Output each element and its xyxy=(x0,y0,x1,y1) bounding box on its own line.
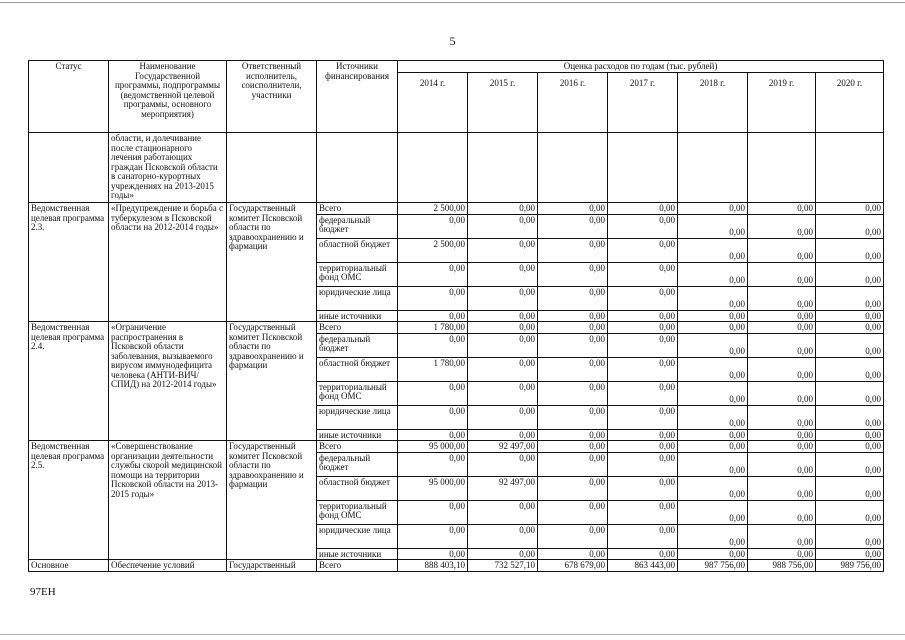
expenditure-value: 0,00 xyxy=(608,548,678,560)
expenditure-value: 0,00 xyxy=(748,286,816,310)
expenditure-value: 0,00 xyxy=(468,322,538,334)
funding-source: иные источники xyxy=(317,310,398,322)
header-sources: Источники финансирования xyxy=(317,61,398,133)
expenditure-value: 0,00 xyxy=(608,381,678,405)
expenditure-value: 0,00 xyxy=(816,524,884,548)
expenditure-value: 988 756,00 xyxy=(748,560,816,572)
expenditure-value: 0,00 xyxy=(816,476,884,500)
program-status: Ведомственная целевая программа 2.4. xyxy=(29,322,109,441)
expenditure-value: 0,00 xyxy=(816,381,884,405)
header-year: 2014 г. xyxy=(398,73,468,133)
expenditure-value: 0,00 xyxy=(748,476,816,500)
expenditure-value: 0,00 xyxy=(748,214,816,238)
expenditure-value: 0,00 xyxy=(678,310,748,322)
expenditure-value: 0,00 xyxy=(678,357,748,381)
header-year: 2017 г. xyxy=(608,73,678,133)
expenditure-value: 0,00 xyxy=(678,286,748,310)
expenditure-value: 0,00 xyxy=(816,310,884,322)
expenditure-value: 0,00 xyxy=(398,381,468,405)
expenditure-value: 1 780,00 xyxy=(398,357,468,381)
expenditure-value: 0,00 xyxy=(538,310,608,322)
header-year: 2019 г. xyxy=(748,73,816,133)
expenditure-value: 0,00 xyxy=(748,452,816,476)
expenditure-value: 987 756,00 xyxy=(678,560,748,572)
header-program-name: Наименование Государственной программы, подпрограммы (ведомственной целевой программы, основного мероприятия) xyxy=(109,61,227,133)
expenditure-value: 0,00 xyxy=(398,429,468,441)
expenditure-value: 0,00 xyxy=(538,286,608,310)
expenditure-value: 888 403,10 xyxy=(398,560,468,572)
expenditure-value: 0,00 xyxy=(748,429,816,441)
funding-source: иные источники xyxy=(317,429,398,441)
expenditure-value: 0,00 xyxy=(748,441,816,453)
expenditure-value: 0,00 xyxy=(468,357,538,381)
expenditure-value: 0,00 xyxy=(816,429,884,441)
expenditure-value: 0,00 xyxy=(538,429,608,441)
funding-source: областной бюджет xyxy=(317,476,398,500)
header-status: Статус xyxy=(29,61,109,133)
program-responsible: Государственный комитет Псковской области по здравоохранению и фармации xyxy=(227,203,317,322)
expenditure-value: 863 443,00 xyxy=(608,560,678,572)
expenditure-value: 0,00 xyxy=(748,405,816,429)
expenditure-value: 0,00 xyxy=(608,322,678,334)
expenditure-value: 0,00 xyxy=(538,476,608,500)
expenditure-value: 0,00 xyxy=(468,203,538,215)
scan-bottom-edge xyxy=(0,634,905,635)
expenditure-value: 0,00 xyxy=(468,310,538,322)
expenditure-value: 0,00 xyxy=(608,357,678,381)
header-year: 2020 г. xyxy=(816,73,884,133)
funding-source: федеральный бюджет xyxy=(317,214,398,238)
expenditure-value: 0,00 xyxy=(468,262,538,286)
expenditure-value: 0,00 xyxy=(608,238,678,262)
funding-source: иные источники xyxy=(317,548,398,560)
expenditure-value: 0,00 xyxy=(816,405,884,429)
program-responsible: Государственный комитет Псковской области по здравоохранению и фармации xyxy=(227,322,317,441)
expenditure-value: 989 756,00 xyxy=(816,560,884,572)
funding-source: федеральный бюджет xyxy=(317,452,398,476)
expenditure-value: 0,00 xyxy=(748,310,816,322)
expenditure-value: 0,00 xyxy=(816,238,884,262)
expenditure-value: 0,00 xyxy=(608,214,678,238)
expenditure-value: 0,00 xyxy=(538,322,608,334)
expenditure-value: 0,00 xyxy=(398,500,468,524)
expenditure-value: 0,00 xyxy=(608,310,678,322)
expenditure-value: 0,00 xyxy=(398,214,468,238)
funding-source: территориальный фонд ОМС xyxy=(317,381,398,405)
header-year: 2015 г. xyxy=(468,73,538,133)
header-responsible: Ответственный исполнитель, соисполнители, участники xyxy=(227,61,317,133)
continuation-program-name: области, и долечивание после стационарного лечения работающих граждан Псковской области в санаторно-курортных учреждениях на 2013-2015 годы» xyxy=(109,133,227,203)
expenditure-value: 0,00 xyxy=(538,262,608,286)
expenditure-value: 0,00 xyxy=(398,524,468,548)
expenditure-value: 0,00 xyxy=(678,238,748,262)
expenditure-value: 0,00 xyxy=(608,405,678,429)
expenditure-value: 0,00 xyxy=(538,405,608,429)
table-row xyxy=(29,322,884,334)
scan-top-edge xyxy=(0,2,905,3)
expenditure-value: 0,00 xyxy=(748,238,816,262)
program-name: «Предупреждение и борьба с туберкулезом в Псковской области на 2012-2014 годы» xyxy=(109,203,227,322)
expenditure-value: 0,00 xyxy=(816,441,884,453)
expenditure-value: 92 497,00 xyxy=(468,476,538,500)
expenditure-value: 0,00 xyxy=(398,286,468,310)
expenditure-value: 0,00 xyxy=(468,381,538,405)
last-row-responsible: Государственный xyxy=(227,560,317,572)
expenditure-value: 92 497,00 xyxy=(468,441,538,453)
expenditure-value: 0,00 xyxy=(678,452,748,476)
expenditure-value: 0,00 xyxy=(608,429,678,441)
table-row xyxy=(29,441,884,453)
expenditure-value: 0,00 xyxy=(748,524,816,548)
table-row xyxy=(29,203,884,215)
expenditure-value: 0,00 xyxy=(748,381,816,405)
expenditure-value: 0,00 xyxy=(608,452,678,476)
funding-source: Всего xyxy=(317,203,398,215)
expenditure-value: 0,00 xyxy=(538,203,608,215)
expenditure-value: 0,00 xyxy=(678,333,748,357)
continuation-status-cell xyxy=(29,133,109,203)
expenditure-value: 0,00 xyxy=(816,548,884,560)
footer-code: 97ЕН xyxy=(30,586,56,598)
expenditure-value: 0,00 xyxy=(468,238,538,262)
expenditure-value: 0,00 xyxy=(816,214,884,238)
expenditure-value: 0,00 xyxy=(468,214,538,238)
expenditure-value: 0,00 xyxy=(678,441,748,453)
expenditure-value: 0,00 xyxy=(816,203,884,215)
expenditure-value: 0,00 xyxy=(538,441,608,453)
expenditure-value: 0,00 xyxy=(398,262,468,286)
expenditure-value: 0,00 xyxy=(608,203,678,215)
header-year: 2016 г. xyxy=(538,73,608,133)
expenditure-value: 1 780,00 xyxy=(398,322,468,334)
expenditure-value: 0,00 xyxy=(398,548,468,560)
program-name: «Ограничение распространения в Псковской области заболевания, вызываемого вирусом иммунодефицита человека (АНТИ-ВИЧ/СПИД) на 2012-2014 годы» xyxy=(109,322,227,441)
expenditure-value: 0,00 xyxy=(816,322,884,334)
expenditure-value: 0,00 xyxy=(678,381,748,405)
expenditure-value: 0,00 xyxy=(678,214,748,238)
expenditure-value: 0,00 xyxy=(468,333,538,357)
expenditure-table xyxy=(28,60,884,572)
expenditure-value: 0,00 xyxy=(538,381,608,405)
program-status: Ведомственная целевая программа 2.5. xyxy=(29,441,109,560)
expenditure-value: 0,00 xyxy=(748,333,816,357)
expenditure-value: 678 679,00 xyxy=(538,560,608,572)
funding-source: Всего xyxy=(317,322,398,334)
funding-source: юридические лица xyxy=(317,405,398,429)
expenditure-value: 0,00 xyxy=(608,500,678,524)
expenditure-value: 0,00 xyxy=(468,500,538,524)
expenditure-value: 0,00 xyxy=(816,286,884,310)
expenditure-value: 0,00 xyxy=(468,524,538,548)
expenditure-value: 0,00 xyxy=(608,262,678,286)
last-row-name: Обеспечение условий xyxy=(109,560,227,572)
header-year: 2018 г. xyxy=(678,73,748,133)
expenditure-value: 0,00 xyxy=(748,357,816,381)
expenditure-value: 2 500,00 xyxy=(398,203,468,215)
continuation-empty-cell xyxy=(317,133,398,203)
expenditure-value: 0,00 xyxy=(678,405,748,429)
expenditure-value: 0,00 xyxy=(678,524,748,548)
funding-source: юридические лица xyxy=(317,286,398,310)
expenditure-value: 0,00 xyxy=(748,262,816,286)
expenditure-value: 0,00 xyxy=(748,548,816,560)
expenditure-value: 0,00 xyxy=(608,476,678,500)
funding-source: областной бюджет xyxy=(317,357,398,381)
continuation-empty-cell xyxy=(227,133,317,203)
expenditure-value: 0,00 xyxy=(816,357,884,381)
funding-source: областной бюджет xyxy=(317,238,398,262)
expenditure-value: 0,00 xyxy=(538,524,608,548)
continuation-empty-cell xyxy=(538,133,608,203)
last-row-source: Всего xyxy=(317,560,398,572)
expenditure-value: 0,00 xyxy=(816,333,884,357)
expenditure-value: 0,00 xyxy=(398,405,468,429)
expenditure-value: 0,00 xyxy=(538,357,608,381)
table-row xyxy=(29,560,884,572)
continuation-empty-cell xyxy=(678,133,748,203)
expenditure-value: 0,00 xyxy=(468,452,538,476)
expenditure-value: 0,00 xyxy=(538,500,608,524)
continuation-empty-cell xyxy=(468,133,538,203)
expenditure-value: 0,00 xyxy=(678,476,748,500)
expenditure-value: 0,00 xyxy=(678,203,748,215)
expenditure-value: 0,00 xyxy=(468,548,538,560)
funding-source: юридические лица xyxy=(317,524,398,548)
expenditure-value: 0,00 xyxy=(608,333,678,357)
program-name: «Совершенствование организации деятельности службы скорой медицинской помощи на территории Псковской области на 2013-2015 годы» xyxy=(109,441,227,560)
expenditure-value: 0,00 xyxy=(608,286,678,310)
expenditure-value: 0,00 xyxy=(468,405,538,429)
funding-source: территориальный фонд ОМС xyxy=(317,500,398,524)
expenditure-value: 0,00 xyxy=(398,333,468,357)
page-number: 5 xyxy=(449,34,456,48)
expenditure-value: 0,00 xyxy=(816,262,884,286)
program-status: Ведомственная целевая программа 2.3. xyxy=(29,203,109,322)
funding-source: федеральный бюджет xyxy=(317,333,398,357)
expenditure-value: 0,00 xyxy=(538,238,608,262)
funding-source: Всего xyxy=(317,441,398,453)
continuation-empty-cell xyxy=(608,133,678,203)
expenditure-value: 0,00 xyxy=(538,452,608,476)
expenditure-value: 0,00 xyxy=(678,500,748,524)
expenditure-value: 0,00 xyxy=(748,322,816,334)
expenditure-value: 0,00 xyxy=(678,262,748,286)
last-row-status: Основное xyxy=(29,560,109,572)
expenditure-value: 95 000,00 xyxy=(398,476,468,500)
expenditure-value: 0,00 xyxy=(816,500,884,524)
program-responsible: Государственный комитет Псковской области по здравоохранению и фармации xyxy=(227,441,317,560)
expenditure-value: 2 500,00 xyxy=(398,238,468,262)
expenditure-value: 0,00 xyxy=(816,452,884,476)
funding-source: территориальный фонд ОМС xyxy=(317,262,398,286)
expenditure-value: 0,00 xyxy=(538,548,608,560)
expenditure-value: 0,00 xyxy=(678,322,748,334)
expenditure-value: 0,00 xyxy=(538,333,608,357)
expenditure-value: 0,00 xyxy=(398,310,468,322)
expenditure-value: 732 527,10 xyxy=(468,560,538,572)
expenditure-value: 0,00 xyxy=(398,452,468,476)
continuation-empty-cell xyxy=(816,133,884,203)
expenditure-value: 0,00 xyxy=(748,500,816,524)
expenditure-value: 0,00 xyxy=(748,203,816,215)
expenditure-value: 0,00 xyxy=(678,429,748,441)
continuation-empty-cell xyxy=(398,133,468,203)
expenditure-value: 0,00 xyxy=(678,548,748,560)
expenditure-value: 0,00 xyxy=(608,441,678,453)
expenditure-value: 0,00 xyxy=(468,286,538,310)
expenditure-value: 95 000,00 xyxy=(398,441,468,453)
expenditure-value: 0,00 xyxy=(538,214,608,238)
expenditure-value: 0,00 xyxy=(608,524,678,548)
expenditure-value: 0,00 xyxy=(468,429,538,441)
continuation-empty-cell xyxy=(748,133,816,203)
header-expenditure-estimate: Оценка расходов по годам (тыс. рублей) xyxy=(398,61,884,73)
